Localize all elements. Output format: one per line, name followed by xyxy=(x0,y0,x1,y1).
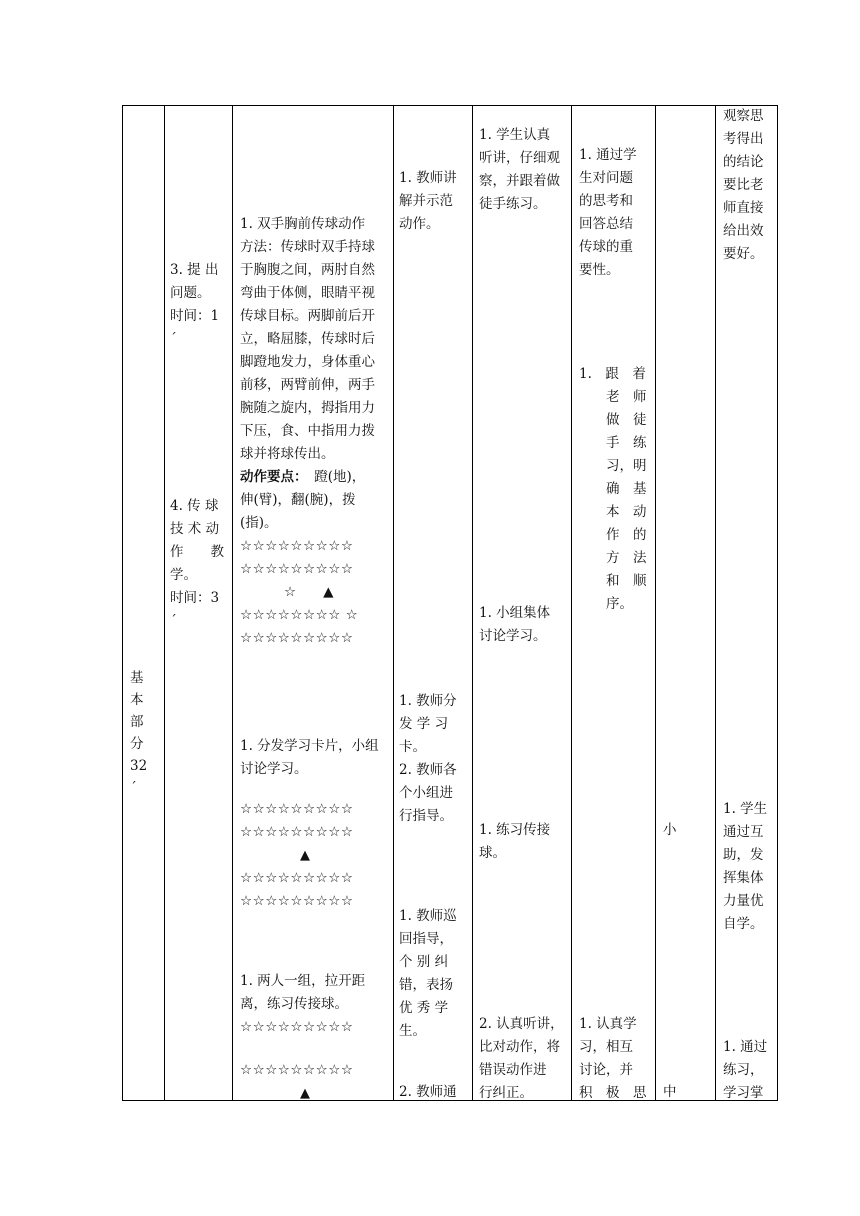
pass-method-text: 1. 双手胸前传球动作 方法：传球时双手持球 于胸腹之间，两肘自然 弯曲于体侧，眼睛平视 传球目标。两脚前后开 立，略屈膝，传球时后 脚蹬地发力，身体重心 前移，两臂前伸，两手 腕随之旋内，拇指用力 下压，食、中指用力拨 球并将球传出。 动作要点： 蹬(地)， 伸(臂)，翻(腕)，拨 (指)。 ☆☆☆☆☆☆☆☆☆ ☆☆☆☆☆☆☆☆☆ ☆ ▲ ☆☆☆☆☆☆☆☆ ☆ ☆☆☆☆☆☆☆☆☆ xyxy=(240,213,390,650)
student-activity-2: 1. 小组集体 讨论学习。 xyxy=(479,605,551,644)
column-divider xyxy=(232,106,233,1100)
purpose-2: 1. 跟 着 老 师 做 徒 手 练 习，明 确 基 本 动 作 的 方 法 和 顺 序。 xyxy=(579,366,647,612)
intensity-small: 小 xyxy=(663,822,677,838)
purpose-1: 1. 通过学 生对问题 的思考和 回答总结 传球的重 要性。 xyxy=(579,147,637,278)
column-divider xyxy=(393,106,394,1100)
step-4-pass-teaching: 4. 传 球 技 术 动 作 教 学。 时间：3 ´ xyxy=(170,498,224,629)
teacher-activity-4: 2. 教师通 xyxy=(399,1084,457,1100)
formation-stars: ☆☆☆☆☆☆☆☆ ☆ xyxy=(240,607,359,623)
note-1: 观察思 考得出 的结论 要比老 师直接 给出效 要好。 xyxy=(723,108,764,262)
formation-stars: ☆☆☆☆☆☆☆☆☆ xyxy=(240,893,354,909)
formation-stars: ☆☆☆☆☆☆☆☆☆ xyxy=(240,1019,354,1035)
pair-formation xyxy=(240,1059,390,1105)
note-2: 1. 学生 通过互 助，发 挥集体 力量优 自学。 xyxy=(723,801,768,932)
step-3-question: 3. 提 出 问题。 时间：1 ´ xyxy=(170,262,220,347)
formation-stars: ☆☆☆☆☆☆☆☆☆ xyxy=(240,1062,354,1078)
column-divider xyxy=(164,106,165,1100)
teacher-triangle: ▲ xyxy=(300,848,310,863)
teacher-activity-3: 1. 教师巡 回指导， 个 别 纠 错，表扬 优 秀 学 生。 xyxy=(399,908,457,1039)
column-divider xyxy=(571,106,572,1100)
student-activity-4: 2. 认真听讲， 比对动作，将 错误动作进 行纠正。 xyxy=(479,1016,564,1101)
formation-stars: ☆☆☆☆☆☆☆☆☆ xyxy=(240,561,354,577)
formation-stars: ☆☆☆☆☆☆☆☆☆ xyxy=(240,870,354,886)
formation-stars: ☆☆☆☆☆☆☆☆☆ xyxy=(240,824,354,840)
pair-practice-text: 1. 两人一组，拉开距 离，练习传接球。 ☆☆☆☆☆☆☆☆☆ xyxy=(240,970,390,1039)
intensity-medium: 中 xyxy=(663,1084,677,1100)
key-points: 动作要点： 蹬(地)， xyxy=(240,469,366,485)
student-activity-3: 1. 练习传接 球。 xyxy=(479,822,551,861)
formation-teacher: ☆ ▲ xyxy=(284,584,334,600)
teacher-activity-2: 1. 教师分 发 学 习 卡。 2. 教师各 个小组进 行指导。 xyxy=(399,693,457,824)
section-label: 基 本 部 分 32 ´ xyxy=(130,670,148,796)
study-card-text: 1. 分发学习卡片，小组 讨论学习。 xyxy=(240,738,379,777)
group-formation xyxy=(240,798,390,913)
column-divider xyxy=(715,106,716,1100)
formation-stars: ☆☆☆☆☆☆☆☆☆ xyxy=(240,801,354,817)
key-points-label: 动作要点： xyxy=(240,469,301,485)
formation-stars: ☆☆☆☆☆☆☆☆☆ xyxy=(240,630,354,646)
formation-stars: ☆☆☆☆☆☆☆☆☆ xyxy=(240,538,354,554)
column-divider xyxy=(655,106,656,1100)
teacher-activity-1: 1. 教师讲 解并示范 动作。 xyxy=(399,170,457,232)
student-activity-1: 1. 学生认真 听讲，仔细观 察，并跟着做 徒手练习。 xyxy=(479,127,560,212)
teacher-triangle: ▲ xyxy=(300,1086,310,1101)
purpose-3: 1. 认真学 习，相互 讨论，并 积 极 思 xyxy=(579,1016,647,1101)
note-3: 1. 通过 练习， 学习掌 xyxy=(723,1039,768,1101)
column-divider xyxy=(472,106,473,1100)
